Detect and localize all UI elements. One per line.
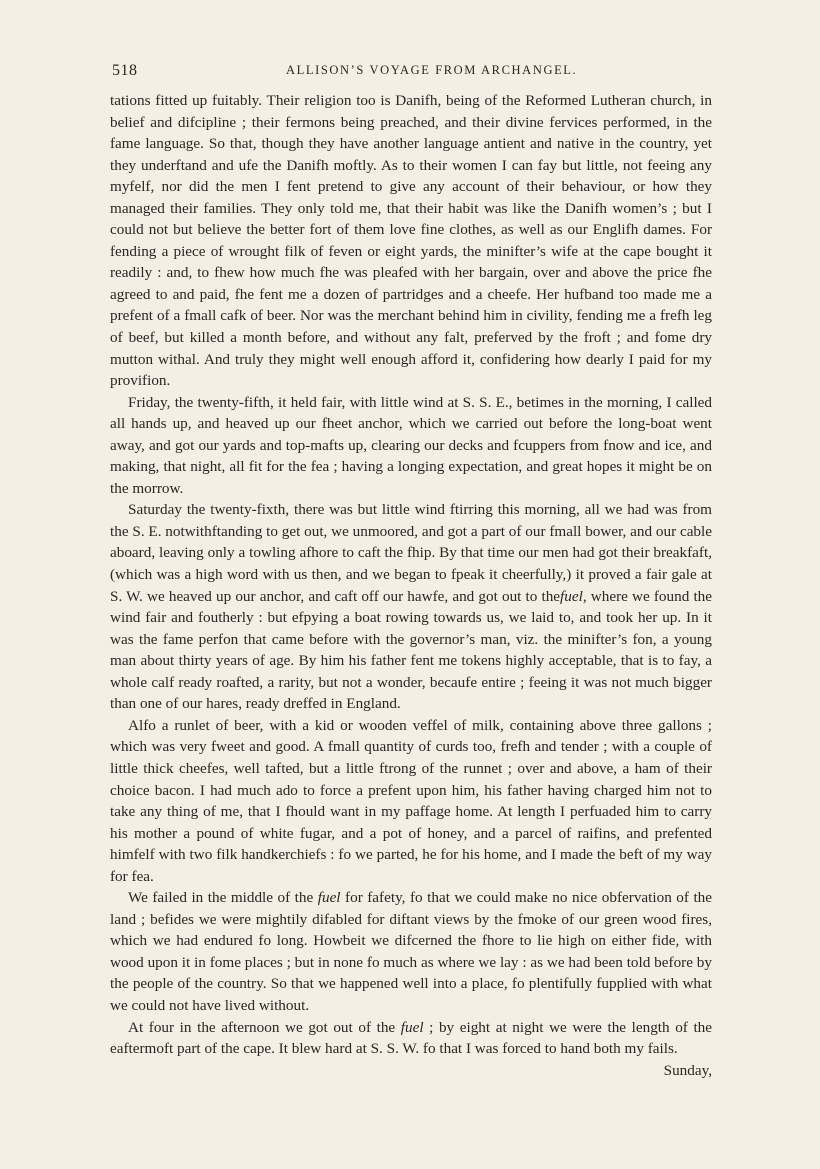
paragraph-5 <box>110 887 712 1016</box>
paragraph-6 <box>110 1017 712 1060</box>
italic-fuel-3: fuel <box>400 1018 424 1036</box>
italic-fuel-1: fuel <box>560 587 583 605</box>
page-header <box>112 62 712 84</box>
paragraph-3-lead: Saturday the twenty-fixth, there was but little wind ftirring this morning, all we had was from the S. E. notwithftanding to get out, we unmoored, and got a part of our fmall bower, and our cable aboard, leaving only a towling afhore to caft the fhip. By that time our men had got their breakfaft, (which was a high word with us then, and we began to fpeak it cheerfully,) it proved a fair gale at S. W. we heaved up our anchor, and caft off our hawfe, and got out to the <box>110 501 712 605</box>
paragraph-4: Alfo a runlet of beer, with a kid or wooden veffel of milk, containing above three gallons ; which was very fweet and good. A fmall quantity of curds too, frefh and tender ; with a couple of little thick cheefes, well tafted, but a little ftrong of the runnet ; over and above, a ham of their choice bacon. I had much ado to force a prefent upon him, his father having charged him not to take any thing of me, that I fhould want in my paffage home. At length I perfuaded him to carry his mother a pound of white fugar, and a pot of honey, and a parcel of raifins, and prefented himfelf with two filk handkerchiefs : fo we parted, he for his home, and I made the beft of my way for fea. <box>110 716 712 885</box>
catchword: Sunday, <box>663 1062 712 1079</box>
paragraph-6-rest: ; by eight at night we were the length of the eaftermoft part of the cape. It blew hard at S. S. W. fo that I was forced to hand both my fails. <box>110 1018 713 1058</box>
running-head: ALLISON’S VOYAGE FROM ARCHANGEL. <box>286 63 578 77</box>
paragraph-1: tations fitted up fuitably. Their religion too is Danifh, being of the Reformed Lutheran church, in belief and difcipline ; their fermons being preached, and their divine fervices performed, in the fame language. So that, though they have another language antient and native in the country, yet they underftand and ufe the Danifh moftly. As to their women I can fay but little, not feeing any myfelf, nor did the men I fent pretend to give any account of their behaviour, or how they managed their families. They only told me, that their habit was like the Danifh women’s ; but I could not but believe the better fort of them love fine clothes, as well as our Englifh dames. For fending a piece of wrought filk of feven or eight yards, the minifter’s wife at the cape bought it readily : and, to fhew how much fhe was pleafed with her bargain, over and above the price fhe agreed to and paid, fhe fent me a dozen of partridges and a cheefe. Her hufband too made me a prefent of a fmall cafk of beer. Nor was the merchant behind him in civility, fending me a frefh leg of beef, but killed a month before, and without any falt, preferved by the froft ; and fome dry mutton withal. And truly they might well enough afford it, confidering how dearly I paid for my provifion. <box>110 92 712 390</box>
page-number: 518 <box>112 62 138 79</box>
body-text <box>110 90 712 1060</box>
paragraph-6-lead: At four in the afternoon we got out of the <box>128 1018 396 1036</box>
paragraph-5-lead: We failed in the middle of the <box>128 889 314 907</box>
paragraph-5-rest: for fafety, fo that we could make no nice obfervation of the land ; befides we were mightily difabled for diftant views by the fmoke of our green wood fires, which we had endured fo long. Howbeit we difcerned the fhore to lie high on either fide, with wood upon it in fome places ; but in none fo much as where we lay : as we had been told before by the people of the country. So that we happened well into a place, fo plentifully fupplied with what we could not have lived without. <box>110 889 713 1014</box>
paragraph-3-rest: , where we found the wind fair and foutherly : but efpying a boat rowing towards us, we laid to, and took her up. In it was the fame perfon that came before with the governor’s man, viz. the minifter’s fon, a young man about thirty years of age. By him his father fent me tokens highly acceptable, that is to fay, a whole calf ready roafted, a rarity, but not a wonder, becaufe entire ; feeing it was not much bigger than one of our hares, ready dreffed in England. <box>110 587 712 713</box>
paragraph-2: Friday, the twenty-fifth, it held fair, with little wind at S. S. E., betimes in the morning, I called all hands up, and heaved up our fheet anchor, which we carried out before the long-boat went away, and got our yards and top-mafts up, clearing our decks and fcuppers from fnow and ice, and making, that night, all fit for the fea ; having a longing expectation, and great hopes it might be on the morrow. <box>110 393 712 497</box>
paragraph-3 <box>110 499 712 714</box>
italic-fuel-2: fuel <box>317 889 341 907</box>
